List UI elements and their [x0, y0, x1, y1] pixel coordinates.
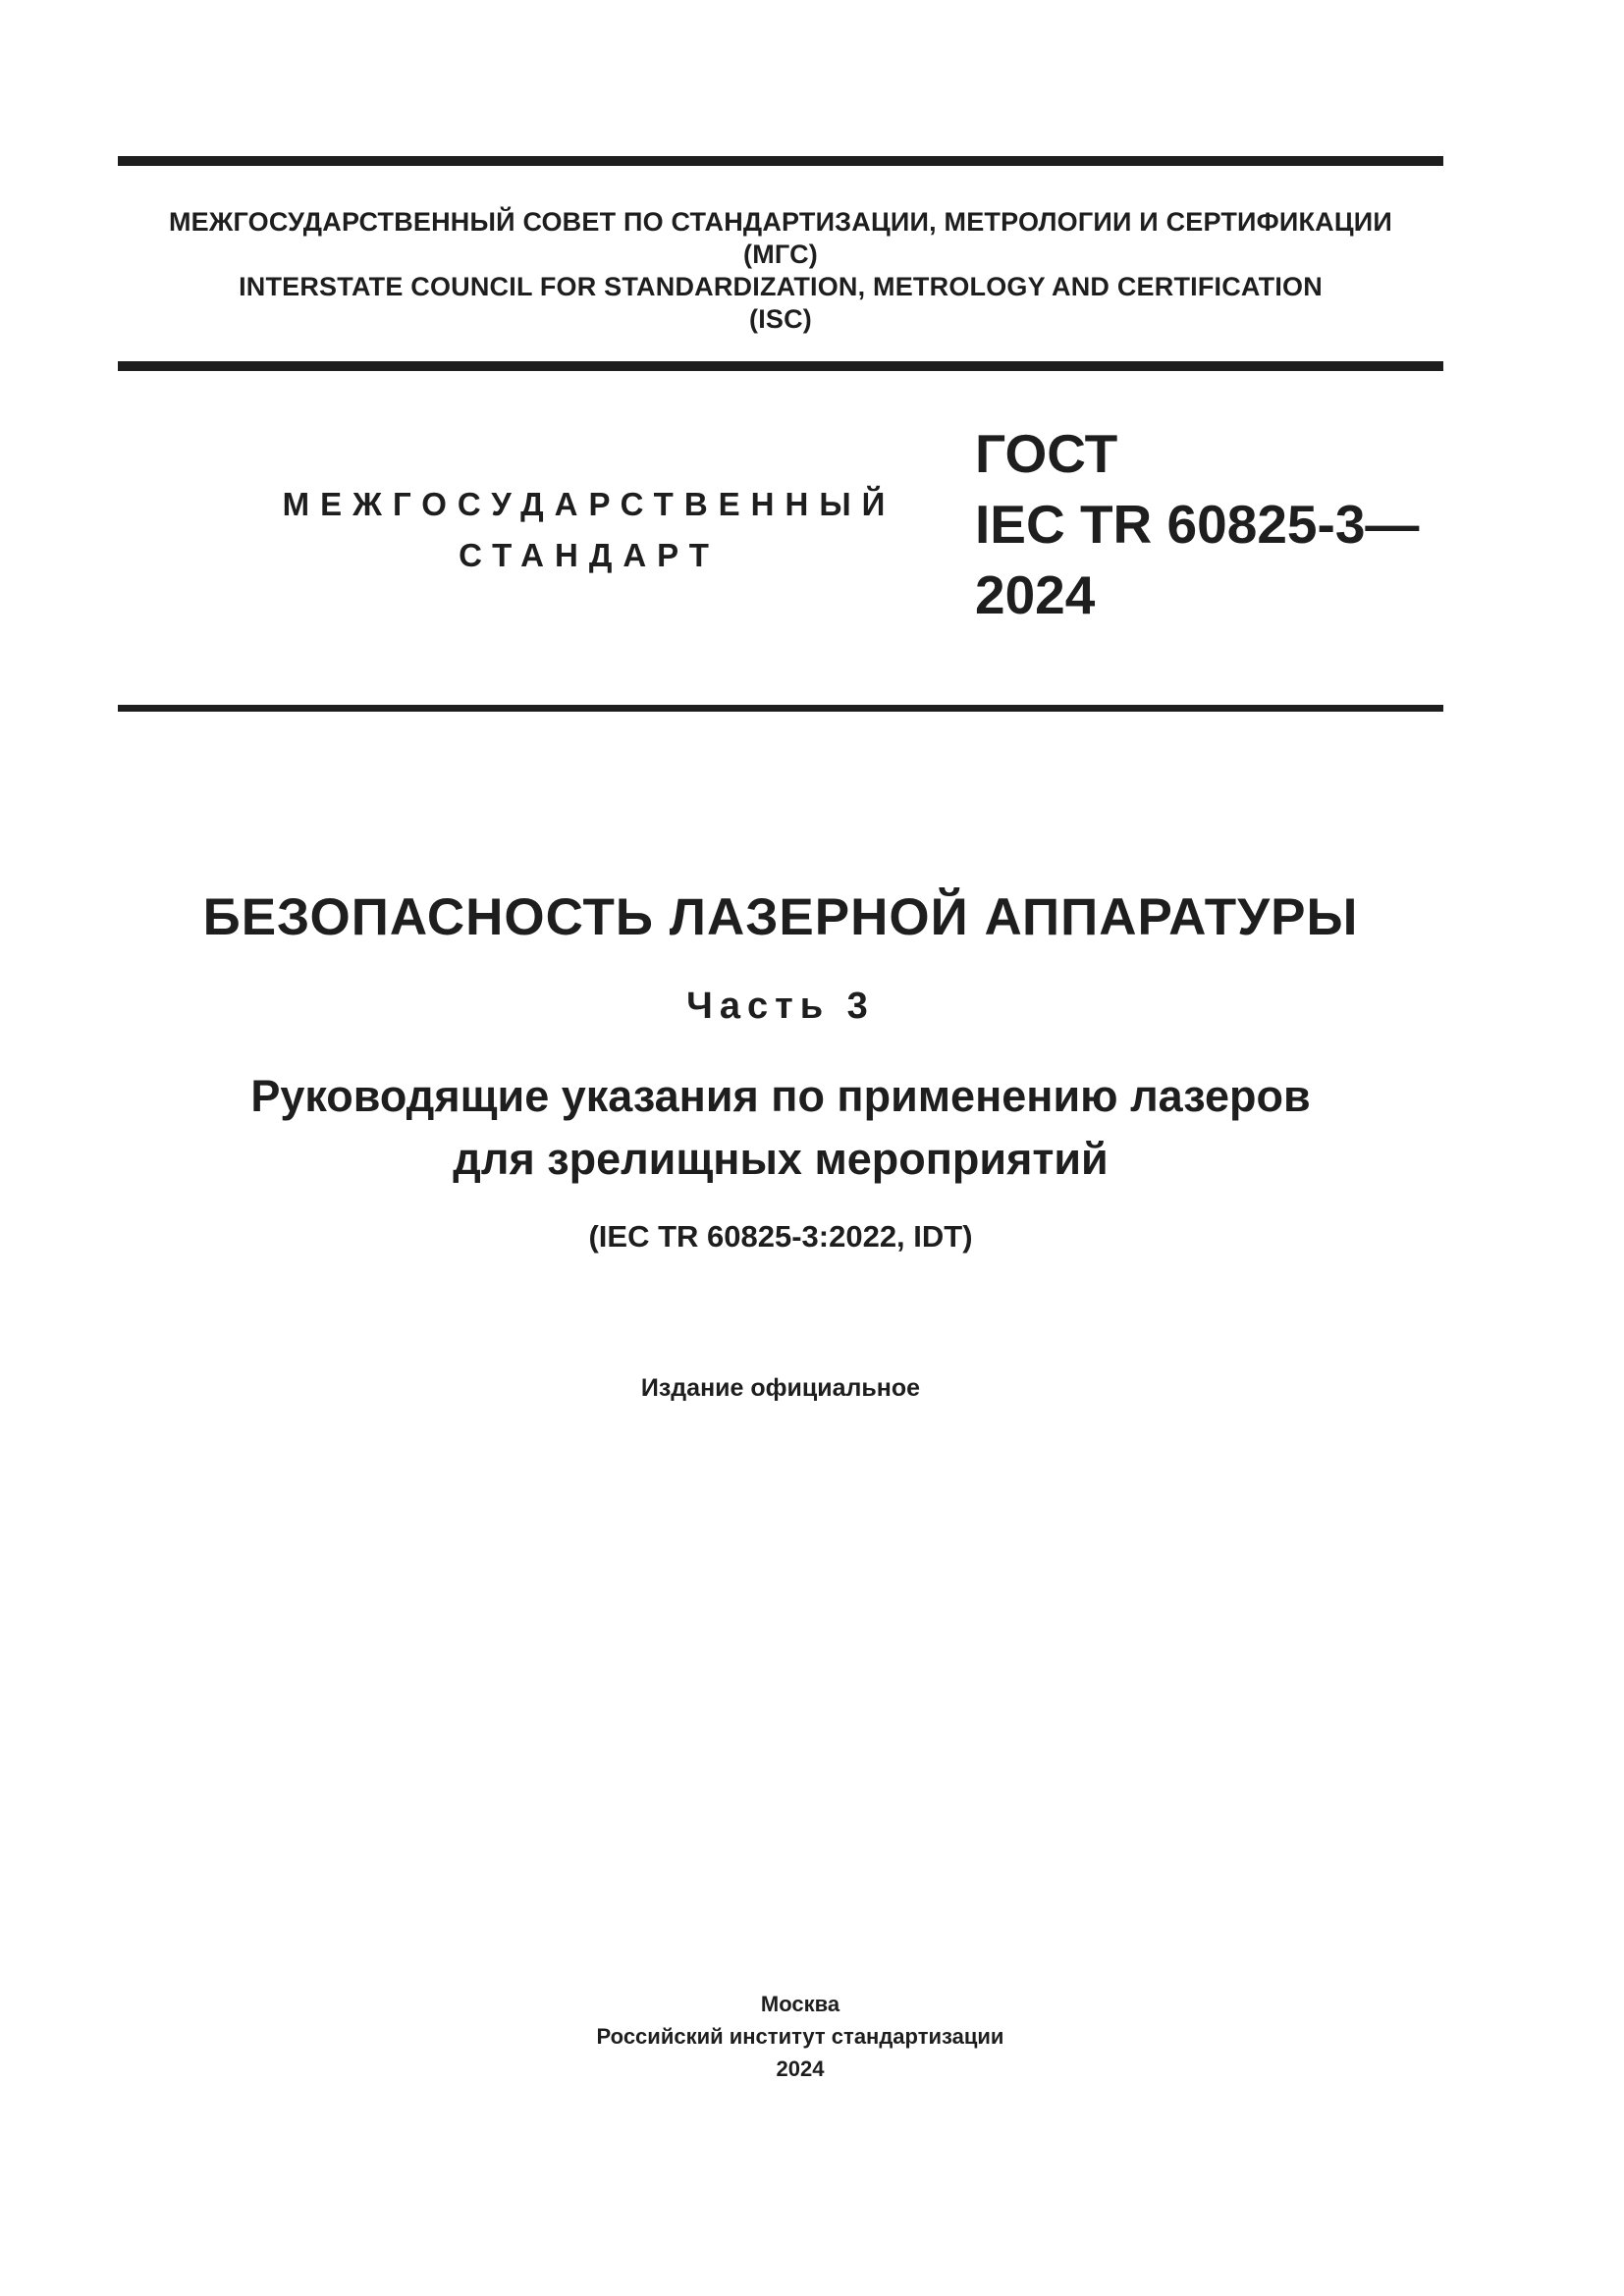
designation-line-2: IEC TR 60825-3— [975, 494, 1420, 555]
standard-type-line-1: МЕЖГОСУДАРСТВЕННЫЙ [282, 486, 896, 522]
publisher-year: 2024 [776, 2056, 825, 2081]
council-name-en: INTERSTATE COUNCIL FOR STANDARDIZATION, METROLOGY AND CERTIFICATION [239, 272, 1323, 301]
publisher-block [118, 1988, 1483, 2085]
subtitle-line-2: для зрелищных мероприятий [453, 1134, 1109, 1184]
bottom-rule [118, 705, 1443, 712]
standard-type-label [236, 479, 943, 581]
standard-designation [975, 418, 1419, 630]
designation-line-1: ГОСТ [975, 423, 1118, 484]
council-name-ru: МЕЖГОСУДАРСТВЕННЫЙ СОВЕТ ПО СТАНДАРТИЗАЦИИ, МЕТРОЛОГИИ И СЕРТИФИКАЦИИ [168, 207, 1393, 237]
middle-rule [118, 361, 1443, 371]
document-title: БЕЗОПАСНОСТЬ ЛАЗЕРНОЙ АППАРАТУРЫ [202, 888, 1359, 946]
publisher-city: Москва [760, 1992, 840, 2016]
council-abbr-en: (ISC) [749, 304, 812, 334]
subtitle-line-1: Руководящие указания по применению лазеров [250, 1071, 1311, 1121]
council-abbr-ru: (МГС) [743, 240, 818, 269]
top-rule [118, 156, 1443, 166]
publisher-organization: Российский институт стандартизации [596, 2024, 1004, 2049]
standard-type-line-2: СТАНДАРТ [459, 537, 720, 573]
iec-reference: (IEC TR 60825-3:2022, IDT) [588, 1219, 973, 1254]
council-header [118, 206, 1443, 336]
part-label: Часть 3 [686, 986, 875, 1027]
designation-line-3: 2024 [975, 564, 1096, 625]
edition-label: Издание официальное [640, 1374, 921, 1402]
document-subtitle [118, 1065, 1443, 1191]
